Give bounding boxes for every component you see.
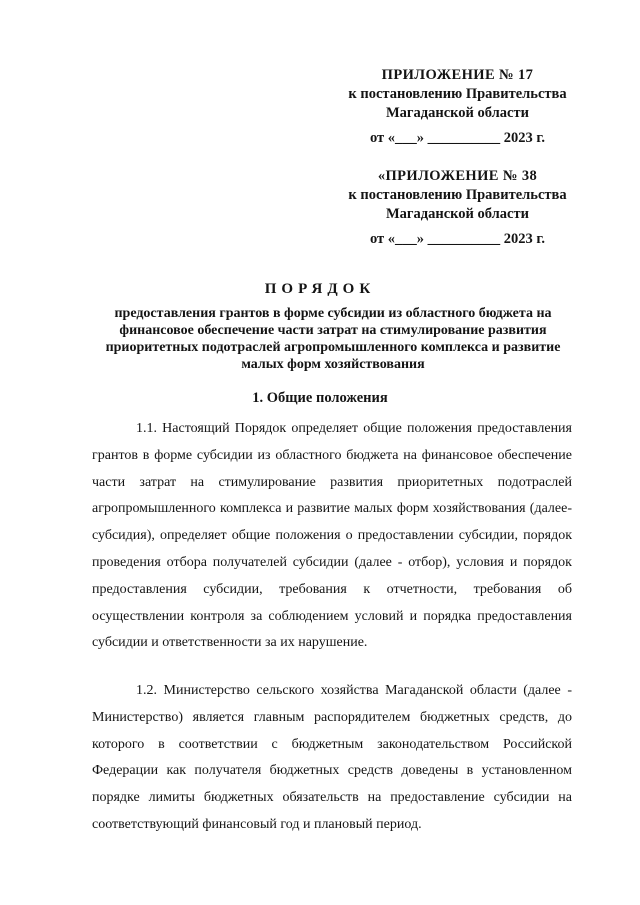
appendix-line-resolution: к постановлению Правительства	[348, 187, 567, 203]
appendix-title: ПРИЛОЖЕНИЕ № 17	[381, 67, 534, 83]
appendix-line-region: Магаданской области	[386, 206, 529, 222]
paragraph-1-1: 1.1. Настоящий Порядок определяет общие положения предоставления грантов в форме субсидии из областного бюджета на финансовое обеспечение части затрат на стимулирование развития приоритетных подотраслей агропромышленного комплекса и развитие малых форм хозяйствования (далее- субсидия), определяет общие положения о предоставлении субсидии, порядок проведения отбора получателей субсидии (далее - отбор), условия и порядок предоставления субсидии, требования к отчетности, требования об осуществлении контроля за соблюдением условий и порядка предоставления субсидии и ответственности за их нарушение.	[92, 421, 572, 651]
appendix-header-17	[340, 66, 575, 148]
appendix-line-region: Магаданской области	[386, 105, 529, 121]
document-title: ПОРЯДОК	[264, 281, 376, 297]
appendix-header-38	[340, 167, 575, 249]
appendix-title: «ПРИЛОЖЕНИЕ № 38	[377, 168, 538, 184]
appendix-line-resolution: к постановлению Правительства	[348, 86, 567, 102]
appendix-date: от «___» __________ 2023 г.	[369, 231, 545, 247]
section-title: 1. Общие положения	[252, 390, 388, 406]
paragraph-1-2: 1.2. Министерство сельского хозяйства Магаданской области (далее - Министерство) является главным распорядителем бюджетных средств, до которого в соответствии с бюджетным законодательством Российской Федерации как получателя бюджетных средств доведены в установленном порядке лимиты бюджетных обязательств на предоставление субсидии на соответствующий финансовый год и плановый период.	[92, 683, 572, 832]
appendix-date: от «___» __________ 2023 г.	[369, 130, 545, 146]
document-subtitle: предоставления грантов в форме субсидии из областного бюджета на финансовое обеспечение части затрат на стимулирование развития приоритетных подотраслей агропромышленного комплекса и развитие малых форм хозяйствования	[105, 306, 561, 372]
